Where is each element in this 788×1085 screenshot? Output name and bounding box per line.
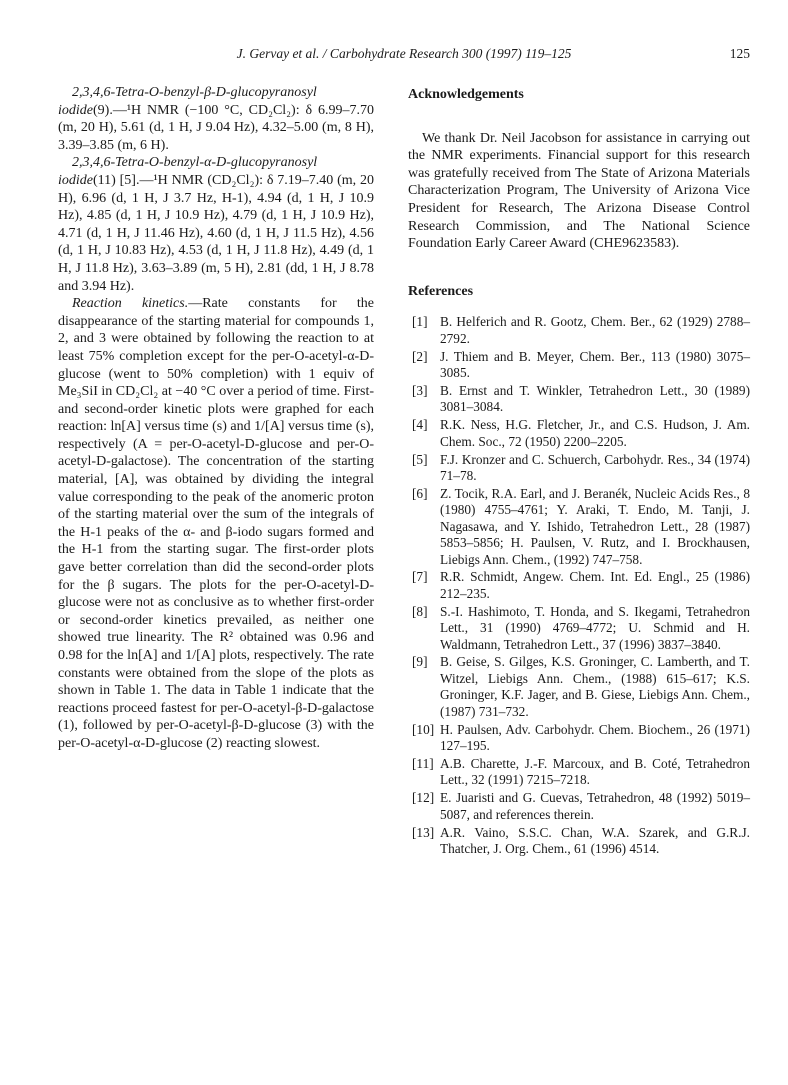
reference-item [408, 349, 750, 382]
reference-item [408, 790, 750, 823]
reference-text: R.R. Schmidt, Angew. Chem. Int. Ed. Engl., 25 (1986) 212–235. [440, 569, 750, 601]
reference-item [408, 825, 750, 858]
reference-number: [1] [412, 314, 428, 330]
reference-number: [3] [412, 382, 428, 398]
reference-item [408, 654, 750, 720]
reference-text: F.J. Kronzer and C. Schuerch, Carbohydr. Res., 34 (1974) 71–78. [440, 451, 750, 483]
reference-item [408, 314, 750, 347]
compound-11-nmr: (11) [5].—¹H NMR (CD₂Cl₂): δ 7.19–7.40 (m, 20 H), 6.96 (d, 1 H, J 3.7 Hz, H-1), 4.94 (d, 1 H, J 10.9 Hz), 4.85 (d, 1 H, J 10.9 Hz), 4.79 (d, 1 H, J 10.9 Hz), 4.71 (d, 1 H, J 11.46 Hz), 4.60 (d, 1 H, J 11.5 Hz), 4.56 (d, 1 H, J 10.83 Hz), 4.53 (d, 1 H, J 11.8 Hz), 4.49 (d, 1 H, J 11.8 Hz), 3.63–3.89 (m, 5 H), 2.81 (dd, 1 H, J 8.78 and 3.94 Hz). [58, 172, 374, 294]
running-header [58, 46, 750, 66]
reference-number: [9] [412, 654, 428, 670]
reference-number: [8] [412, 603, 428, 619]
reference-text: Z. Tocik, R.A. Earl, and J. Beranék, Nucleic Acids Res., 8 (1980) 4755–4761; Y. Araki, T. Endo, M. Tanji, J. Nagasawa, and Y. Ishido, Tetrahedron Lett., 28 (1987) 5853–5856; H. Paulsen, V. Rutz, and I. Brockhausen, Liebigs Ann. Chem., (1992) 747–758. [440, 485, 750, 567]
reference-item [408, 417, 750, 450]
acknowledgements-text: We thank Dr. Neil Jacobson for assistance in carrying out the NMR experiments. Financial support for this research was gratefully received from The State of Arizona Materials Characterization Program, The University of Arizona Vice President for Research, The Arizona Disease Control Research Commission, and The National Science Foundation Early Career Award (CHE9623583). [408, 130, 750, 252]
references-heading: References [408, 283, 474, 299]
reference-text: H. Paulsen, Adv. Carbohydr. Chem. Biochem., 26 (1971) 127–195. [440, 721, 750, 753]
compound-9-title: 2,3,4,6-Tetra-O-benzyl-β-D-glucopyranosyl iodide [58, 85, 317, 118]
reference-number: [5] [412, 451, 428, 467]
kinetics-paragraph [58, 295, 374, 752]
reference-item [408, 604, 750, 653]
left-column [58, 84, 374, 753]
kinetics-body: —Rate constants for the disappearance of the starting material for compounds 1, 2, and 3 were obtained by following the reaction to at least 75% completion except for the per-O-acetyl-α-D-glucose (went to 50% completion) with 1 equiv of Me₃SiI in CD₂Cl₂ at −40 °C over a period of time. First- and second-order kinetic plots were graphed for each reaction: ln[A] versus time (s) and 1/[A] versus time (s), respectively (A = per-O-acetyl-D-glucose and per-O-acetyl-D-galactose). The concentration of the starting material, [A], was obtained by dividing the integral value corresponding to the peak of the anomeric proton of the starting material over the sum of the integrals of the H-1 peaks of the α- and β-iodo sugars formed and the H-1 from the starting sugar. The first-order plots gave better correlation than did the second-order plots for the β sugars. The plots for the per-O-acetyl-D-glucose were not as conclusive as to whether first-order or second-order kinetics prevailed, as neither one showed true linearity. The R² obtained was 0.96 and 0.98 for the ln[A] and 1/[A] plots, respectively. The rate constants were obtained from the slope of the plots as shown in Table 1. The data in Table 1 indicate that the reactions proceed fastest for per-O-acetyl-β-D-galactose (1), followed by per-O-acetyl-β-D-glucose (3) with the per-O-acetyl-α-D-glucose (2) reacting slowest. [58, 296, 374, 751]
compound-11-paragraph [58, 154, 374, 295]
compound-9-nmr: (9).—¹H NMR (−100 °C, CD₂Cl₂): δ 6.99–7.70 (m, 20 H), 5.61 (d, 1 H, J 9.04 Hz), 4.32–5.00 (m, 8 H), 3.39–3.85 (m, 6 H). [58, 102, 374, 153]
reference-text: E. Juaristi and G. Cuevas, Tetrahedron, 48 (1992) 5019–5087, and references therein. [440, 790, 750, 822]
reference-text: R.K. Ness, H.G. Fletcher, Jr., and C.S. Hudson, J. Am. Chem. Soc., 72 (1950) 2200–2205. [440, 417, 750, 449]
reference-item [408, 383, 750, 416]
reference-number: [2] [412, 348, 428, 364]
reference-text: S.-I. Hashimoto, T. Honda, and S. Ikegami, Tetrahedron Lett., 31 (1990) 4769–4772; U. Schmid and H. Waldmann, Tetrahedron Lett., 37 (1996) 3837–3840. [440, 603, 750, 652]
reference-item [408, 756, 750, 789]
compound-11-title: 2,3,4,6-Tetra-O-benzyl-α-D-glucopyranosyl iodide [58, 155, 318, 188]
reference-number: [7] [412, 569, 428, 585]
reference-text: B. Ernst and T. Winkler, Tetrahedron Lett., 30 (1989) 3081–3084. [440, 382, 750, 415]
page-number: 125 [729, 46, 750, 61]
reference-text: B. Geise, S. Gilges, K.S. Groninger, C. Lamberth, and T. Witzel, Liebigs Ann. Chem., (1988) 615–617; K.S. Groninger, K.F. Jager, and B. Giese, Liebigs Ann. Chem., (1987) 731–732. [440, 654, 750, 719]
right-column [408, 84, 750, 859]
reference-number: [12] [412, 790, 435, 806]
reference-item [408, 452, 750, 485]
reference-text: J. Thiem and B. Meyer, Chem. Ber., 113 (1980) 3075–3085. [440, 348, 750, 381]
reference-number: [6] [412, 485, 428, 501]
compound-9-paragraph [58, 84, 374, 154]
reference-text: A.R. Vaino, S.S.C. Chan, W.A. Szarek, and G.R.J. Thatcher, J. Org. Chem., 61 (1996) 4514. [440, 824, 750, 856]
reference-text: B. Helferich and R. Gootz, Chem. Ber., 62 (1929) 2788–2792. [440, 314, 750, 346]
acknowledgements-heading: Acknowledgements [408, 87, 524, 102]
reference-text: A.B. Charette, J.-F. Marcoux, and B. Coté, Tetrahedron Lett., 32 (1991) 7215–7218. [440, 755, 750, 788]
journal-citation: J. Gervay et al. / Carbohydrate Research 300 (1997) 119–125 [236, 46, 572, 61]
kinetics-title: Reaction kinetics. [72, 296, 189, 312]
reference-item [408, 722, 750, 755]
reference-item [408, 486, 750, 568]
references-list [408, 314, 750, 857]
reference-item [408, 569, 750, 602]
reference-number: [10] [412, 721, 435, 737]
reference-number: [4] [412, 417, 428, 433]
reference-number: [13] [412, 824, 435, 840]
reference-number: [11] [412, 755, 434, 771]
